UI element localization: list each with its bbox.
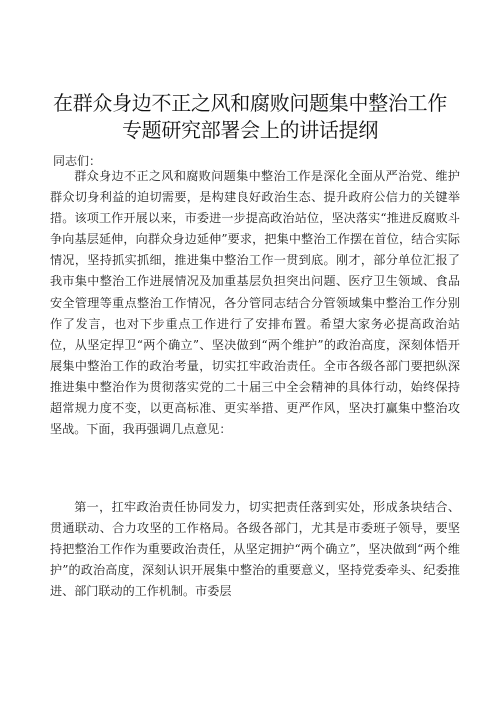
body-paragraph-1: 群众身边不正之风和腐败问题集中整治工作是深化全面从严治党、维护群众切身利益的迫切需要，是构建良好政治生态、提升政府公信力的关键举措。该项工作开展以来，市委进一步提高政治站位，坚决落实“推进反腐败斗争向基层延伸，向群众身边延伸”要求，把集中整治工作摆在首位，结合实际情况，坚持抓实抓细，推进集中整治工作一贯到底。刚才，部分单位汇报了我市集中整治工作进展情况及加重基层负担突出问题、医疗卫生领域、食品安全管理等重点整治工作情况，各分管同志结合分管领域集中整治工作分别作了发言，也对下步重点工作进行了安排布置。希望大家务必提高政治站位，从坚定捍卫“两个确立”、坚决做到“两个维护”的政治高度，深刻体悟开展集中整治工作的政治考量，切实扛牢政治责任。全市各级各部门要把纵深推进集中整治作为贯彻落实党的二十届三中全会精神的具体行动，始终保持超常规力度不变，以更高标准、更实举措、更严作风，坚决打赢集中整治攻坚战。下面，我再强调几点意见： (50, 169, 460, 437)
salutation: 同志们： (53, 154, 102, 168)
body-paragraph-2: 第一，扛牢政治责任协同发力，切实把责任落到实处，形成条块结合、贯通联动、合力攻坚的工作格局。各级各部门，尤其是市委班子领导，要坚持把整治工作作为重要政治责任，从坚定拥护“两个确立”，坚决做到“两个维护”的政治高度，深刻认识开展集中整治的重要意义，坚持党委牵头、纪委推进、部门联动的工作机制。市委层 (50, 500, 460, 599)
document-title-line-1: 在群众身边不正之风和腐败问题集中整治工作 (53, 91, 447, 115)
document-title-line-2: 专题研究部署会上的讲话提纲 (121, 118, 379, 142)
